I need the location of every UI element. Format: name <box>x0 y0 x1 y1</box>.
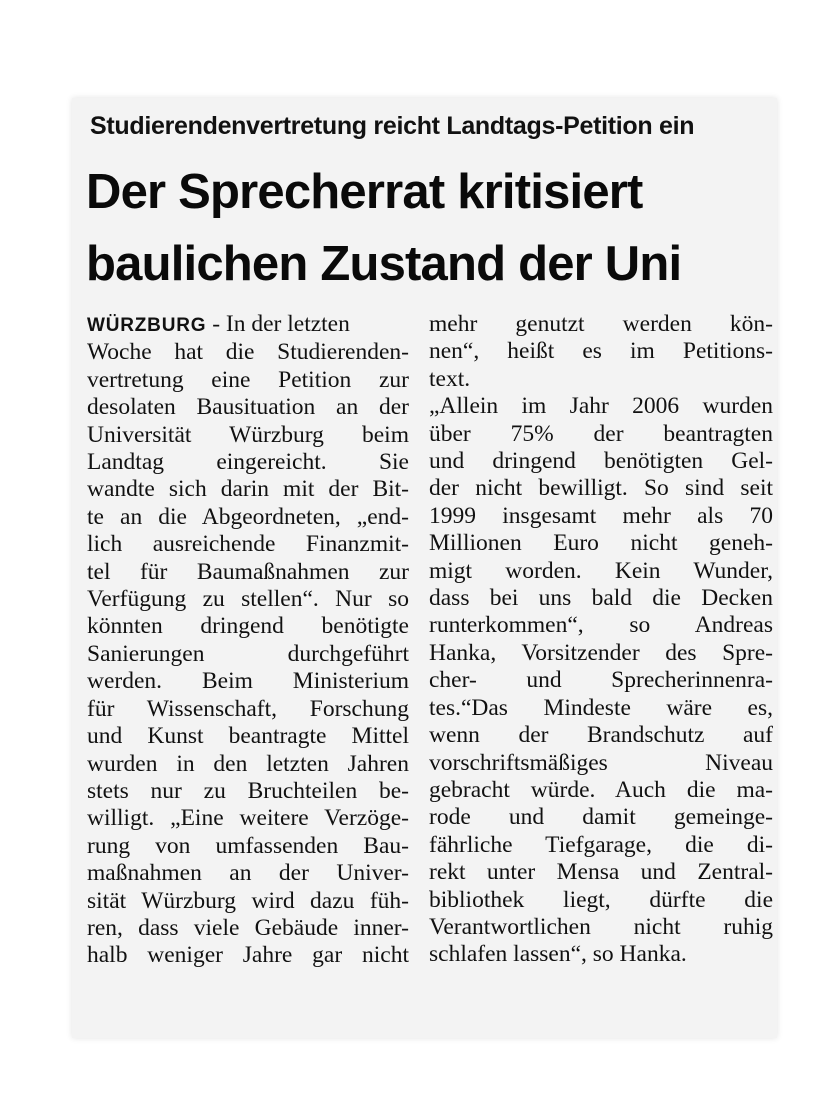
article-line <box>87 504 409 531</box>
article-line-text: bibliothek liegt, dürfte die <box>429 886 773 913</box>
article-line <box>87 942 409 969</box>
article-line-text: te an die Abgeordneten, „end- <box>87 503 409 530</box>
article-column-right <box>429 311 773 969</box>
article-line-text: Landtag eingereicht. Sie <box>87 449 409 476</box>
article-line <box>429 804 773 831</box>
article-line <box>87 778 409 805</box>
article-line-text: dass bei uns bald die Decken <box>429 585 773 612</box>
article-line <box>429 941 773 968</box>
article-line-text: rung von umfassenden Bau- <box>87 832 409 859</box>
article-line-text: vertretung eine Petition zur <box>87 366 409 393</box>
article-line-text: werden. Beim Ministerium <box>87 668 409 695</box>
article-line <box>429 695 773 722</box>
article-line-text: maßnahmen an der Univer- <box>87 860 409 887</box>
article-line-text: fährliche Tiefgarage, die di- <box>429 831 773 858</box>
article-line-text: ren, dass viele Gebäude inner- <box>87 914 409 941</box>
article-line <box>87 586 409 613</box>
article-line <box>429 750 773 777</box>
article-line <box>87 751 409 778</box>
article-line <box>87 805 409 832</box>
article-line <box>87 613 409 640</box>
article-line-text: der nicht bewilligt. So sind seit <box>429 475 773 502</box>
article-line <box>87 915 409 942</box>
article-line-text: und Kunst beantragte Mittel <box>87 723 409 750</box>
article-line-text: mehr genutzt werden kön- <box>429 311 773 337</box>
article-line <box>429 503 773 530</box>
article-line-text: vorschriftsmäßiges Niveau <box>429 749 773 776</box>
article-line <box>429 366 773 393</box>
article-line <box>87 339 409 366</box>
article-line <box>87 833 409 860</box>
article-line <box>87 668 409 695</box>
article-line-text: „Allein im Jahr 2006 wurden <box>429 393 773 420</box>
article-line <box>429 777 773 804</box>
article-line-text: Hanka, Vorsitzender des Spre- <box>429 639 773 666</box>
article-line-text: sität Würzburg wird dazu füh- <box>87 887 409 914</box>
article-line-text: Millionen Euro nicht geneh- <box>429 530 773 557</box>
article-line <box>429 393 773 420</box>
article-line <box>429 530 773 557</box>
article-line <box>429 448 773 475</box>
article-column-left <box>87 311 409 970</box>
article-line-text: über 75% der beantragten <box>429 420 773 447</box>
article-line <box>87 696 409 723</box>
article-headline <box>86 156 776 300</box>
article-line-text: gebracht würde. Auch die ma- <box>429 776 773 803</box>
article-line <box>429 311 773 338</box>
newspaper-clipping <box>72 98 777 1038</box>
article-line-text: migt worden. Kein Wunder, <box>429 557 773 584</box>
article-line <box>87 311 409 339</box>
headline-line: baulichen Zustand der Uni <box>86 237 682 291</box>
article-line-text: tes.“Das Mindeste wäre es, <box>429 694 773 721</box>
article-line-text: Sanierungen durchgeführt <box>87 640 409 667</box>
article-line <box>87 723 409 750</box>
article-line <box>429 722 773 749</box>
article-line <box>87 422 409 449</box>
article-line <box>87 531 409 558</box>
article-line-text: Universität Würzburg beim <box>87 421 409 448</box>
article-line <box>429 667 773 694</box>
article-line <box>429 558 773 585</box>
article-line <box>429 914 773 941</box>
article-line-text: text. <box>429 365 471 392</box>
article-line <box>429 421 773 448</box>
article-line <box>429 859 773 886</box>
article-line <box>429 585 773 612</box>
article-dateline: WÜRZBURG <box>87 315 207 336</box>
article-line-text: wandte sich darin mit der Bit- <box>87 476 409 503</box>
article-line <box>87 641 409 668</box>
article-line-text: rekt unter Mensa und Zentral- <box>429 859 773 886</box>
article-line <box>87 860 409 887</box>
article-line <box>87 888 409 915</box>
article-line-text: stets nur zu Bruchteilen be- <box>87 777 409 804</box>
article-line-text: schlafen lassen“, so Hanka. <box>429 941 687 968</box>
article-kicker: Studierendenvertretung reicht Landtags-Petition ein <box>90 112 695 140</box>
article-line <box>429 612 773 639</box>
article-line <box>429 832 773 859</box>
headline-line: Der Sprecherrat kritisiert <box>86 165 643 219</box>
article-line-text: und dringend benötigten Gel- <box>429 448 773 475</box>
article-line-text: Verfügung zu stellen“. Nur so <box>87 586 409 613</box>
article-line <box>429 475 773 502</box>
article-line-text: willigt. „Eine weitere Verzöge- <box>87 805 409 832</box>
article-line <box>429 338 773 365</box>
article-line-text: desolaten Bausituation an der <box>87 394 409 421</box>
article-line <box>87 367 409 394</box>
article-line-text: 1999 insgesamt mehr als 70 <box>429 502 773 529</box>
article-line-text: - In der letzten <box>206 311 350 337</box>
article-line-text: wenn der Brandschutz auf <box>429 722 773 749</box>
article-line <box>429 887 773 914</box>
article-line-text: rode und damit gemeinge- <box>429 804 773 831</box>
article-line <box>87 394 409 421</box>
article-line-text: cher- und Sprecherinnenra- <box>429 667 773 694</box>
article-line-text: für Wissenschaft, Forschung <box>87 695 409 722</box>
article-line-text: Verantwortlichen nicht ruhig <box>429 913 773 940</box>
article-line <box>87 449 409 476</box>
article-line-text: runterkommen“, so Andreas <box>429 612 773 639</box>
article-line-text: nen“, heißt es im Petitions- <box>429 338 773 365</box>
article-line-text: tel für Baumaßnahmen zur <box>87 558 409 585</box>
article-line-text: halb weniger Jahre gar nicht <box>87 942 409 969</box>
article-line-text: lich ausreichende Finanzmit- <box>87 531 409 558</box>
article-line <box>87 559 409 586</box>
article-line <box>429 640 773 667</box>
article-line-text: Woche hat die Studierenden- <box>87 339 409 366</box>
article-line-text: wurden in den letzten Jahren <box>87 750 409 777</box>
article-line-text: könnten dringend benötigte <box>87 613 409 640</box>
article-line <box>87 476 409 503</box>
